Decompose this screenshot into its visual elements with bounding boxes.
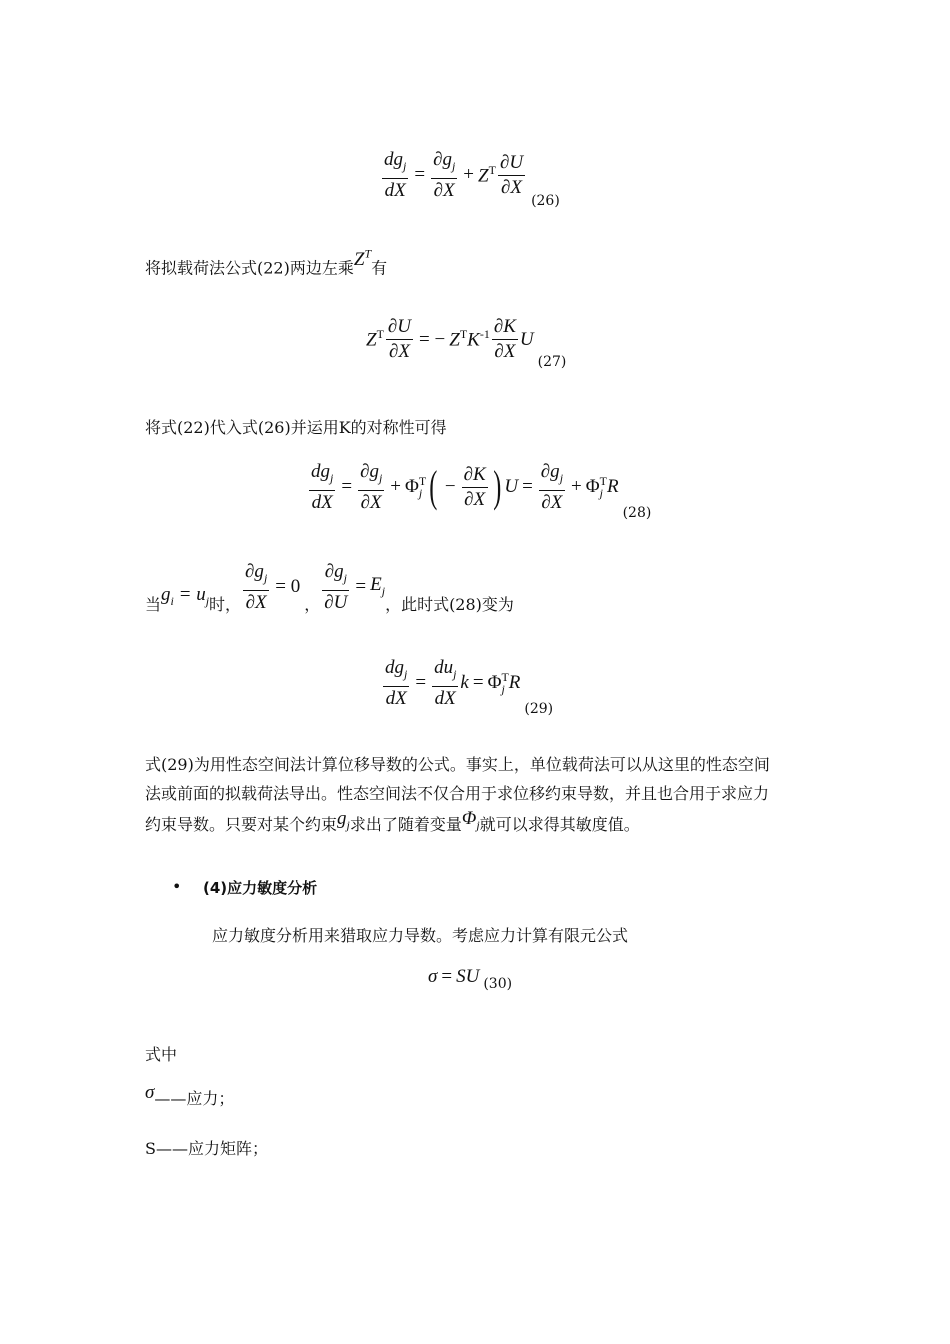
paragraph-text: ，此时式(28)变为 <box>385 594 514 614</box>
equation-27: $Z^T$ $\frac{\partial U}{\partial X}$ = − $Z^TK^{-1}$ $\frac{\partial K}{\partial X}$ U (27) <box>366 316 567 370</box>
paragraph-text-end: 有 <box>371 258 388 278</box>
fraction-dgj-dx: $\frac{dg_j}{dX}$ <box>384 149 407 201</box>
section-intro: 应力敏度分析用来猎取应力导数。考虑应力计算有限元公式 <box>212 926 629 945</box>
inline-math-phi-j: $\Phi_j$ <box>461 808 480 832</box>
fraction-dgj-dx: $\frac{dg_j}{dX}$ <box>385 657 408 709</box>
definition-text: ——应力； <box>154 1089 235 1108</box>
fraction-dgj-dx: $\frac{dg_j}{dX}$ <box>311 461 334 513</box>
definition-sigma <box>145 1082 235 1109</box>
paragraph-text: 约束导数。只要对某个约束 <box>145 815 338 834</box>
paragraph-explanation-line-2: 法或前面的拟载荷法导出。性态空间法不仅合用于求位移约束导数，并且也合用于求应力 <box>145 784 770 803</box>
equation-26: $\frac{dg_j}{dX}$ = $\frac{\partial g_j}{\partial X}$ + $Z^T$ $\frac{\partial U}{\partial X}$ (26) <box>384 149 560 209</box>
equation-number: (27) <box>537 354 567 370</box>
fraction-partial-k-x: $\frac{\partial K}{\partial X}$ <box>493 316 516 362</box>
paragraph-text: 时， <box>209 594 242 614</box>
fraction-partial-k-x: $\frac{\partial K}{\partial X}$ <box>463 463 486 510</box>
equation-30: σ = SU (30) <box>428 966 513 992</box>
paragraph-text: 将拟载荷法公式(22)两边左乘 <box>145 258 354 278</box>
equation-number: (28) <box>622 504 652 521</box>
inline-math-partial-gj-u-ej: $\frac{\partial g_j}{\partial U}$ = $E_j$ <box>324 561 386 613</box>
inline-math-gj: $g_j$ <box>337 808 350 832</box>
paragraph-text: ， <box>304 594 321 614</box>
equation-28: $\frac{dg_j}{dX}$ = $\frac{\partial g_j}{\partial X}$ + Φ T j ( − $\frac{\partial K}{\partial X}$ ) U = $\frac{\partial g_j}{\partial X}$ + Φ T j R (28) <box>311 461 652 521</box>
paragraph-explanation-line-1: 式(29)为用性态空间法计算位移导数的公式。事实上，单位载荷法可以从这里的性态空间 <box>145 755 770 774</box>
paragraph-substitution: 将式(22)代入式(26)并运用K的对称性可得 <box>145 418 447 437</box>
paragraph-pseudo-load <box>145 247 388 278</box>
section-heading: (4)应力敏度分析 <box>203 879 318 897</box>
fraction-partial-gj-x: $\frac{\partial g_j}{\partial X}$ <box>433 149 456 201</box>
inline-math-zt: $Z^T$ <box>353 247 372 271</box>
paragraph-explanation-line-3 <box>145 808 640 841</box>
inline-math-gi-equals-uj: $g_i = u_j$ <box>161 584 210 608</box>
fraction-partial-gj-x: $\frac{\partial g_j}{\partial X}$ <box>360 461 383 513</box>
fraction-partial-u-x: $\frac{\partial U}{\partial X}$ <box>387 316 412 362</box>
fraction-partial-u-x: $\frac{\partial U}{\partial X}$ <box>499 151 524 198</box>
paragraph-text: 求出了随着变量 <box>349 815 462 834</box>
bullet-icon: • <box>172 877 182 896</box>
equation-number: (26) <box>531 192 560 209</box>
paragraph-text: 当 <box>145 594 162 614</box>
equation-29: $\frac{dg_j}{dX}$ = $\frac{du_j}{dX}$ k = Φ T j R (29) <box>385 657 554 717</box>
paragraph-text: 就可以求得其敏度值。 <box>479 815 640 834</box>
paragraph-condition <box>145 560 514 615</box>
equation-number: (29) <box>524 700 554 717</box>
where-label: 式中 <box>145 1045 178 1064</box>
fraction-duj-dx: $\frac{du_j}{dX}$ <box>434 657 457 709</box>
equation-number: (30) <box>483 976 513 992</box>
inline-math-partial-gj-x-zero: $\frac{\partial g_j}{\partial X}$ = 0 <box>245 561 301 613</box>
inline-math-sigma: σ <box>145 1082 155 1103</box>
fraction-partial-gj-x: $\frac{\partial g_j}{\partial X}$ <box>540 461 564 513</box>
definition-s: S——应力矩阵； <box>145 1139 268 1158</box>
